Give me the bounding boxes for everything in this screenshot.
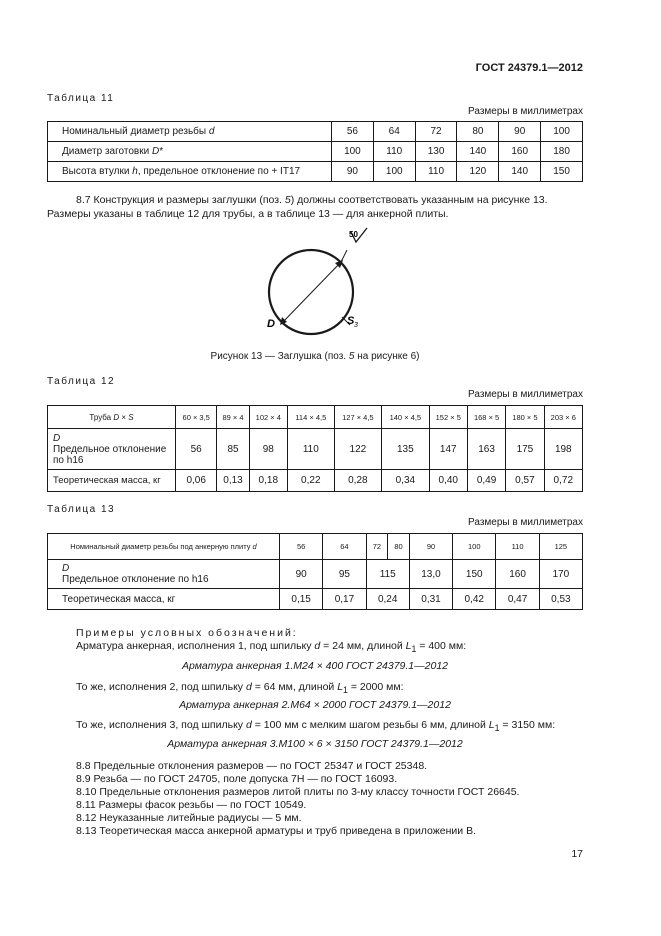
table-cell: 80 — [457, 122, 499, 142]
table-cell: 198 — [544, 429, 582, 470]
clause-8-12: 8.12 Неуказанные литейные радиусы — 5 мм. — [76, 812, 302, 824]
table-cell: 0,72 — [544, 470, 582, 492]
table-row — [48, 122, 583, 142]
page-number: 17 — [571, 848, 583, 860]
table-header-cell: 60 × 3,5 — [176, 406, 217, 429]
table-cell: 115 — [366, 560, 409, 589]
table11 — [47, 121, 583, 182]
table-header-cell: 127 × 4,5 — [334, 406, 381, 429]
table-header-cell: 203 × 6 — [544, 406, 582, 429]
table-cell: 0,13 — [217, 470, 249, 492]
document-header: ГОСТ 24379.1—2012 — [475, 62, 583, 74]
table11-units: Размеры в миллиметрах — [468, 106, 583, 117]
table-cell: 160 — [499, 142, 541, 162]
example-2-tail: = 2000 мм: — [347, 681, 404, 693]
table-cell: 0,42 — [453, 589, 496, 610]
table-cell: 0,57 — [506, 470, 544, 492]
table12 — [47, 405, 583, 492]
table-cell: 0,22 — [287, 470, 334, 492]
example-3-text: То же, исполнения 3, под шпильку d = 100 мм с мелким шагом резьбы 6 мм, длиной $L_1 = 3150$ мм: — [76, 719, 556, 734]
table-cell: 130 — [415, 142, 457, 162]
table-header-cell: 110 — [496, 534, 539, 560]
label-d: D — [62, 563, 70, 574]
example-2-designation: Арматура анкерная 2.М64 × 2000 ГОСТ 24379.1—2012 — [179, 699, 451, 711]
table-cell: 0,28 — [334, 470, 381, 492]
table13-units: Размеры в миллиметрах — [468, 517, 583, 528]
table-cell: 110 — [415, 162, 457, 182]
table-cell: 140 — [457, 142, 499, 162]
example-1-text: Арматура анкерная, исполнения 1, под шпильку d = 24 мм, длиной $L_1 = 400$ мм: — [76, 640, 467, 655]
table-cell: 120 — [457, 162, 499, 182]
table-cell: 100 — [541, 122, 583, 142]
table-header-cell: Номинальный диаметр резьбы под анкерную плиту d — [48, 534, 280, 560]
table-cell: 147 — [429, 429, 467, 470]
clause-8-8: 8.8 Предельные отклонения размеров — по ГОСТ 25347 и ГОСТ 25348. — [76, 760, 428, 772]
table-cell: 0,47 — [496, 589, 539, 610]
example-1-tail: = 400 мм: — [416, 640, 467, 652]
table-cell: 110 — [287, 429, 334, 470]
table-cell: Теоретическая масса, кг — [48, 470, 176, 492]
table-cell: 0,18 — [249, 470, 287, 492]
table-header-cell: 90 — [409, 534, 452, 560]
table-header-cell: 72 — [366, 534, 388, 560]
label-tolerance: Предельное отклонение — [53, 443, 167, 455]
table-cell: Номинальный диаметр резьбы d — [48, 122, 332, 142]
roughness-value: 50 — [349, 230, 358, 239]
table-cell: 170 — [539, 560, 582, 589]
figure-13-drawing — [255, 226, 385, 336]
table-header-cell: 64 — [323, 534, 366, 560]
table-cell: 90 — [499, 122, 541, 142]
table12-caption: Таблица 12 — [47, 376, 116, 387]
table12-units: Размеры в миллиметрах — [468, 389, 583, 400]
diameter-line — [282, 262, 341, 323]
para-8-7-line2: Размеры указаны в таблице 12 для трубы, а в таблице 13 — для анкерной плиты. — [47, 208, 449, 220]
table-header-cell: 56 — [280, 534, 323, 560]
table-cell: 0,49 — [467, 470, 505, 492]
table-cell: 56 — [176, 429, 217, 470]
table-cell: 0,06 — [176, 470, 217, 492]
example-2-text: То же, исполнения 2, под шпильку d = 64 мм, длиной $L_1 = 2000$ мм: — [76, 681, 404, 696]
figure-13-caption: Рисунок 13 — Заглушка (поз. 5 на рисунке 6) — [210, 351, 420, 362]
table-header-row — [48, 534, 583, 560]
subscript: 1 — [411, 644, 417, 655]
table-cell: 56 — [332, 122, 374, 142]
table-cell: Высота втулки h, предельное отклонение по + IT17 — [48, 162, 332, 182]
table-cell: 150 — [541, 162, 583, 182]
table-cell: 100 — [332, 142, 374, 162]
table-cell: 72 — [415, 122, 457, 142]
para-8-7-line1: 8.7 Конструкция и размеры заглушки (поз. 5) должны соответствовать указанным на рисунке 13. — [76, 194, 548, 206]
table-header-cell: 100 — [453, 534, 496, 560]
table-header-cell: 152 × 5 — [429, 406, 467, 429]
table-cell: Теоретическая масса, кг — [48, 589, 280, 610]
table-cell: 64 — [373, 122, 415, 142]
table11-caption: Таблица 11 — [47, 93, 115, 104]
table-cell: 180 — [541, 142, 583, 162]
label-s: S — [347, 315, 355, 327]
table-header-row — [48, 406, 583, 429]
table-cell: 0,15 — [280, 589, 323, 610]
table-cell: 90 — [332, 162, 374, 182]
table-header-cell: 114 × 4,5 — [287, 406, 334, 429]
table-cell: 98 — [249, 429, 287, 470]
table-cell: Диаметр заготовки D* — [48, 142, 332, 162]
example-3-tail: = 3150 мм: — [499, 719, 556, 731]
table-cell — [48, 429, 176, 470]
table-row — [48, 560, 583, 589]
table-header-cell: 180 × 5 — [506, 406, 544, 429]
subscript: 1 — [343, 685, 348, 696]
table-cell: 150 — [453, 560, 496, 589]
table-cell: 0,53 — [539, 589, 582, 610]
subscript: 1 — [494, 723, 500, 734]
label-tolerance-class: по h16 — [53, 454, 84, 466]
table-row — [48, 470, 583, 492]
table-cell: 0,24 — [366, 589, 409, 610]
table13-caption: Таблица 13 — [47, 504, 116, 515]
table-cell: 100 — [373, 162, 415, 182]
table-header-cell: 140 × 4,5 — [382, 406, 429, 429]
table-cell: 95 — [323, 560, 366, 589]
table-cell: 0,17 — [323, 589, 366, 610]
table-cell: 175 — [506, 429, 544, 470]
table-header-cell: 125 — [539, 534, 582, 560]
clause-8-10: 8.10 Предельные отклонения размеров литой плиты по 3-му классу точности ГОСТ 26645. — [76, 786, 520, 798]
table13 — [47, 533, 583, 610]
clause-8-9: 8.9 Резьба — по ГОСТ 24705, поле допуска 7Н — по ГОСТ 16093. — [76, 773, 398, 785]
table-cell: 13,0 — [409, 560, 452, 589]
table-cell: 110 — [373, 142, 415, 162]
label-d: D — [53, 432, 61, 444]
table-cell: 0,31 — [409, 589, 452, 610]
table-cell: 160 — [496, 560, 539, 589]
table-cell: 85 — [217, 429, 249, 470]
leader-line — [341, 250, 347, 262]
table-cell: 122 — [334, 429, 381, 470]
table-header-cell: 89 × 4 — [217, 406, 249, 429]
table-header-cell: 102 × 4 — [249, 406, 287, 429]
clause-8-11: 8.11 Размеры фасок резьбы — по ГОСТ 10549. — [76, 799, 307, 811]
example-3-designation: Арматура анкерная 3.М100 × 6 × 3150 ГОСТ 24379.1—2012 — [167, 738, 463, 750]
table-header-cell: 80 — [388, 534, 410, 560]
label-d: D — [267, 318, 275, 330]
table-cell: 140 — [499, 162, 541, 182]
table-row — [48, 142, 583, 162]
examples-heading: Примеры условных обозначений: — [76, 627, 298, 639]
table-cell: 0,40 — [429, 470, 467, 492]
table-row — [48, 162, 583, 182]
table-cell: 135 — [382, 429, 429, 470]
table-cell: 0,34 — [382, 470, 429, 492]
table-cell — [48, 560, 280, 589]
table-cell: 90 — [280, 560, 323, 589]
table-header-cell: Труба D × S — [48, 406, 176, 429]
table-cell: 163 — [467, 429, 505, 470]
example-1-designation: Арматура анкерная 1.М24 × 400 ГОСТ 24379.1—2012 — [181, 660, 449, 672]
label-tolerance: Предельное отклонение по h16 — [62, 574, 209, 585]
table-header-cell: 168 × 5 — [467, 406, 505, 429]
clause-8-13: 8.13 Теоретическая масса анкерной арматуры и труб приведена в приложении В. — [76, 825, 476, 837]
table-row — [48, 429, 583, 470]
label-s-sub: 3 — [354, 322, 358, 329]
table-row — [48, 589, 583, 610]
